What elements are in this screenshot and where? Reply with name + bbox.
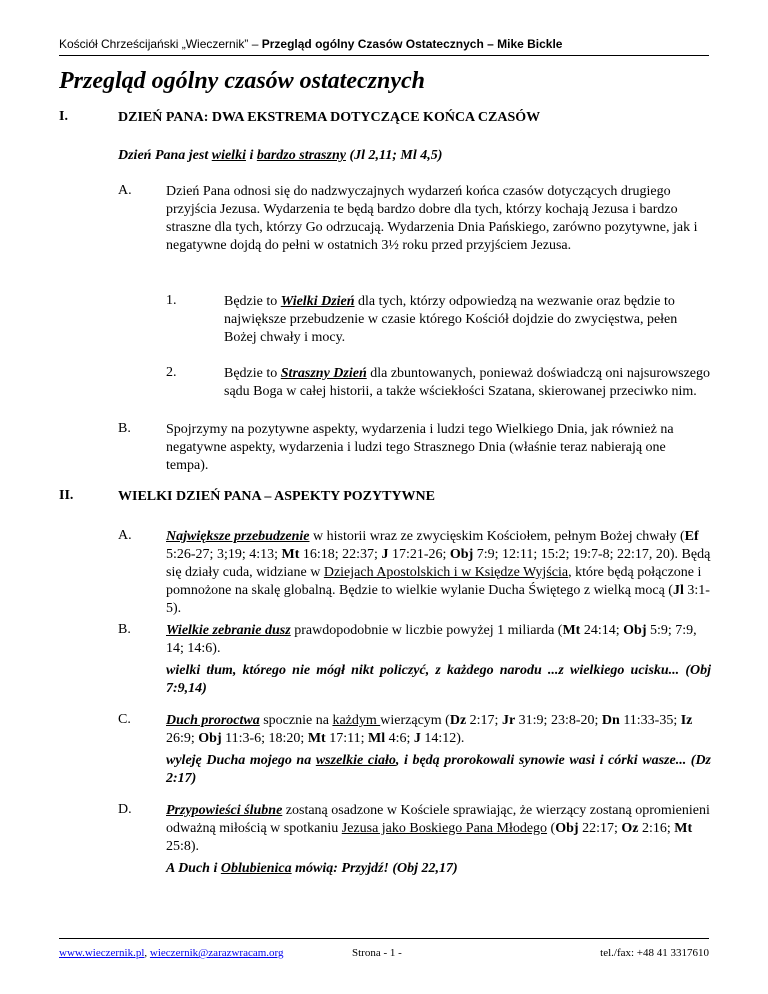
page-number: Strona - 1 - bbox=[352, 947, 402, 959]
section-II-heading: WIELKI DZIEŃ PANA – ASPEKTY POZYTYWNE bbox=[118, 489, 435, 504]
item-I-A-1-label: 1. bbox=[166, 293, 177, 308]
item-II-B-label: B. bbox=[118, 622, 131, 637]
section-I-subtitle: Dzień Pana jest wielki i bardzo straszny (Jl 2,11; Ml 4,5) bbox=[118, 148, 443, 163]
item-II-B-quote: wielki tłum, którego nie mógł nikt policzyć, z każdego narodu ...z wielkiego ucisku... (Obj 7:9,14) bbox=[166, 663, 711, 696]
item-I-A-label: A. bbox=[118, 183, 132, 198]
item-I-A-text: Dzień Pana odnosi się do nadzwyczajnych wydarzeń końca czasów dotyczących drugiego przyjścia Jezusa. Wydarzenia te będą bardzo dobre dla tych, którzy kochają Jezusa i bardzo straszne dla tych, którzy Go odrzucają. Wydarzenia Dnia Pańskiego, zarówno pozytywne, jak i negatywne dojdą do pełni w ostatnich 3½ roku przed przyjściem Jezusa. bbox=[166, 184, 698, 253]
item-I-A-2-label: 2. bbox=[166, 365, 177, 380]
item-II-D-quote: A Duch i Oblubienica mówią: Przyjdź! (Obj 22,17) bbox=[166, 861, 458, 876]
header-bold: Przegląd ogólny Czasów Ostatecznych – Mike Bickle bbox=[261, 37, 563, 51]
website-link[interactable]: www.wieczernik.pl bbox=[59, 947, 145, 959]
section-II-number: II. bbox=[59, 488, 74, 503]
page-title: Przegląd ogólny czasów ostatecznych bbox=[59, 68, 425, 94]
section-I-heading: DZIEŃ PANA: DWA EKSTREMA DOTYCZĄCE KOŃCA CZASÓW bbox=[118, 110, 541, 125]
running-header bbox=[59, 37, 709, 56]
item-II-C-quote: wyleję Ducha mojego na wszelkie ciało, i będą prorokowali synowie wasi i córki wasze... (Dz 2:17) bbox=[166, 753, 712, 786]
item-II-C-label: C. bbox=[118, 712, 131, 727]
item-II-D-label: D. bbox=[118, 802, 132, 817]
item-II-A-label: A. bbox=[118, 528, 132, 543]
item-I-A-1-text: Będzie to Wielki Dzień dla tych, którzy odpowiedzą na wezwanie oraz będzie to największe przebudzenie w czasie którego Kościół dojdzie do zwycięstwa, pełen Bożej chwały i mocy. bbox=[224, 294, 678, 345]
header-plain: Kościół Chrześcijański „Wieczernik” – bbox=[59, 37, 262, 51]
item-II-A-text: Największe przebudzenie w historii wraz ze zwycięskim Kościołem, pełnym Bożej chwały (Ef 5:26-27; 3;19; 4:13; Mt 16:18; 22:37; J 17:21-26; Obj 7:9; 12:11; 15:2; 19:7-8; 22:17, 20). Będą się działy cuda, widziane w Dziejach Apostolskich i w Księdze Wyjścia, które będą połączone i pomnożone na skalę globalną. Będzie to wielkie wylanie Ducha Świętego z wielką mocą (Jl 3:1-5). bbox=[166, 529, 711, 616]
item-I-A-2-text: Będzie to Straszny Dzień dla zbuntowanych, ponieważ doświadczą oni najsurowszego sądu Boga w całej historii, a także wściekłości Szatana, skierowanej przeciwko nim. bbox=[224, 366, 711, 399]
item-II-B-text: Wielkie zebranie dusz prawdopodobnie w liczbie powyżej 1 miliarda (Mt 24:14; Obj 5:9; 7:9, 14; 14:6). bbox=[166, 623, 697, 656]
section-I-number: I. bbox=[59, 109, 68, 124]
footer-phone: tel./fax: +48 41 3317610 bbox=[600, 947, 709, 959]
item-I-B-text: Spojrzymy na pozytywne aspekty, wydarzenia i ludzi tego Wielkiego Dnia, jak również na negatywne aspekty, wydarzenia i ludzi tego Strasznego Dnia (właśnie teraz nabierają one tempa). bbox=[166, 422, 674, 473]
email-link[interactable]: wieczernik@zarazwracam.org bbox=[149, 947, 284, 959]
footer-links: www.wieczernik.pl, wieczernik@zarazwracam.org bbox=[59, 947, 284, 959]
page-footer bbox=[59, 938, 709, 969]
item-I-B-label: B. bbox=[118, 421, 131, 436]
item-II-D-text: Przypowieści ślubne zostaną osadzone w Kościele sprawiając, że wierzący zostaną opromienieni odważną miłością w spotkaniu Jezusa jako Boskiego Pana Młodego (Obj 22:17; Oz 2:16; Mt 25:8). bbox=[166, 803, 710, 854]
item-II-C-text: Duch proroctwa spocznie na każdym wierzącym (Dz 2:17; Jr 31:9; 23:8-20; Dn 11:33-35; Iz 26:9; Obj 11:3-6; 18:20; Mt 17:11; Ml 4:6; J 14:12). bbox=[166, 713, 693, 746]
